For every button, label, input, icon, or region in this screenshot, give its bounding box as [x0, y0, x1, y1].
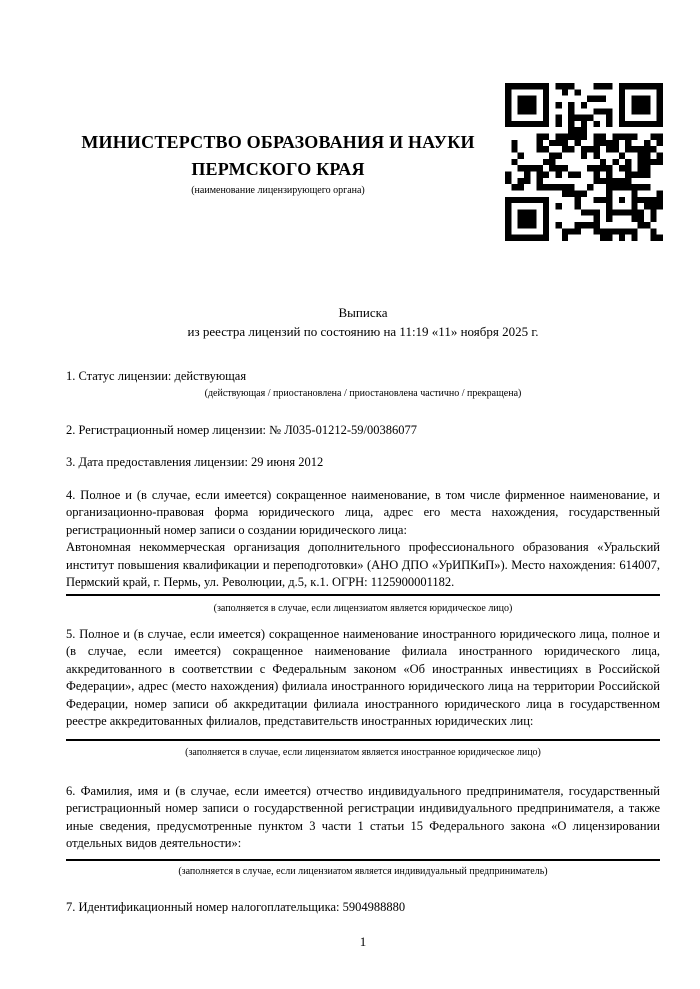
field-license-status	[66, 368, 660, 400]
field-legal-entity	[66, 487, 660, 615]
qr-code	[505, 83, 663, 241]
authority-name: МИНИСТЕРСТВО ОБРАЗОВАНИЯ И НАУКИ ПЕРМСКОГО КРАЯ	[81, 132, 475, 179]
licensing-authority-header	[66, 0, 490, 197]
legal-entity-value: Автономная некоммерческая организация дополнительного профессионального образования «Уральский институт повышения квалификации и переподготовки» (АНО ДПО «УрИПКиП»). Место нахождения: 614007, Пермский край, г. Пермь, ул. Революции, д.5, к.1. ОГРН: 1125900001182.	[66, 540, 660, 589]
fill-in-line	[66, 739, 660, 741]
field-registration-number	[66, 422, 660, 440]
field-individual-entrepreneur	[66, 783, 660, 878]
field-inn	[66, 899, 660, 917]
document-title	[66, 304, 660, 341]
license-status-text: 1. Статус лицензии: действующая	[66, 369, 247, 383]
field-grant-date	[66, 454, 660, 472]
authority-caption: (наименование лицензирующего органа)	[191, 185, 365, 196]
page-number: 1	[359, 934, 367, 949]
document-title-line: Выписка	[338, 305, 388, 320]
legal-entity-caption: (заполняется в случае, если лицензиатом является юридическое лицо)	[213, 602, 513, 614]
individual-entrepreneur-caption: (заполняется в случае, если лицензиатом является индивидуальный предприниматель)	[178, 865, 548, 877]
fill-in-line	[66, 594, 660, 596]
license-status-caption: (действующая / приостановлена / приостановлена частично / прекращена)	[204, 387, 522, 399]
foreign-entity-label: 5. Полное и (в случае, если имеется) сокращенное наименование иностранного юридического лица, полное и (в случае, если имеется) сокращенное наименование филиала иностранного юридического лица, аккредитованного в соответствии с Федеральным законом «Об иностранных инвестициях в Российской Федерации», адрес (место нахождения) филиала иностранного юридического лица на территории Российской Федерации, номер записи об аккредитации филиала иностранного юридического лица в государственном реестре аккредитованных филиалов, представительств иностранных юридических лиц:	[66, 626, 660, 728]
registration-number-text: 2. Регистрационный номер лицензии: № Л035-01212-59/00386077	[66, 422, 417, 437]
inn-text: 7. Идентификационный номер налогоплательщика: 5904988880	[66, 899, 406, 914]
legal-entity-label: 4. Полное и (в случае, если имеется) сокращенное наименование, в том числе фирменное наименование, и организационно-правовая форма юридического лица, адрес его места нахождения, государственный регистрационный номер записи о создании юридического лица:	[66, 487, 660, 537]
fill-in-line	[66, 859, 660, 861]
individual-entrepreneur-label: 6. Фамилия, имя и (в случае, если имеется) отчество индивидуального предпринимателя, государственный регистрационный номер записи о государственной регистрации индивидуального предпринимателя, а также иные сведения, предусмотренные пунктом 3 части 1 статьи 15 Федерального закона «О лицензировании отдельных видов деятельности»:	[66, 783, 660, 850]
grant-date-text: 3. Дата предоставления лицензии: 29 июня 2012	[66, 455, 324, 469]
foreign-entity-caption: (заполняется в случае, если лицензиатом является иностранное юридическое лицо)	[185, 746, 541, 758]
document-subtitle-line: из реестра лицензий по состоянию на 11:19 «11» ноября 2025 г.	[187, 323, 539, 339]
field-foreign-entity	[66, 626, 660, 759]
